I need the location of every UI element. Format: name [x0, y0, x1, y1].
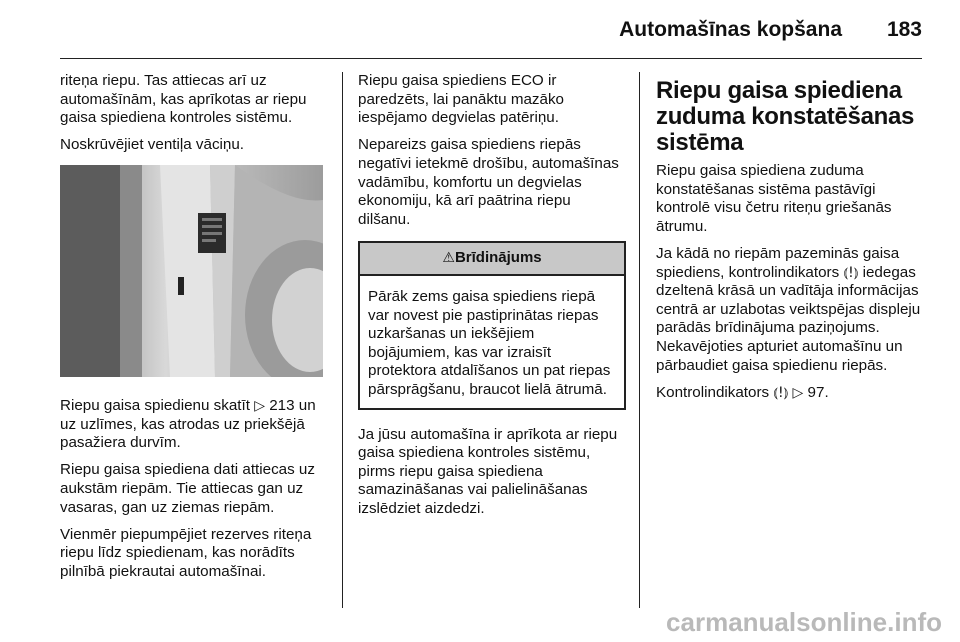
door-pillar-tire-label-photo — [60, 165, 323, 377]
tire-pressure-warning-icon: ⦅!⦆ — [773, 384, 789, 401]
paragraph: Nepareizs gaisa spiediens riepās negatīvi ietekmē drošību, automašīnas vadāmību, komfortu un degvielas ekonomiju, kā arī paātrina riepu dilšanu. — [358, 136, 619, 228]
page-ref-arrow-icon: ▷ — [792, 384, 804, 401]
watermark-text: carmanualsonline.info — [666, 607, 942, 637]
tire-pressure-warning-icon: ⦅!⦆ — [843, 264, 859, 281]
paragraph-with-icon: Ja kādā no riepām pazeminās gaisa spiediens, kontrolindikators ⦅!⦆ iedegas dzeltenā krāsā un vadītāja informācijas centrā ar uzlabotas veiktspējas displeju parādās brīdinājuma paziņojums. Nekavējoties apturiet automašīnu un pārbaudiet gaisa spiedienu riepās. — [656, 244, 921, 374]
column-right — [656, 72, 928, 411]
column-divider-1 — [342, 72, 343, 608]
paragraph-with-ref: Kontrolindikators ⦅!⦆ ▷ 97. — [656, 383, 829, 401]
header-rule — [60, 58, 922, 59]
photo-illustration — [60, 165, 323, 377]
paragraph: Noskrūvējiet ventiļa vāciņu. — [60, 136, 245, 154]
warning-text: Pārāk zems gaisa spiediens riepā var novest pie pastiprinātas riepas uzkaršanas un iekšējiem bojājumiem, kas var izraisīt protektora atdalīšanos un pat riepas pārsprāgšanu, braucot lielā ātrumā. — [368, 287, 611, 398]
page-header — [0, 18, 960, 48]
warning-box — [358, 241, 626, 409]
page-reference: 213 — [269, 396, 295, 414]
paragraph: Ja jūsu automašīna ir aprīkota ar riepu gaisa spiediena kontroles sistēmu, pirms riepu gaisa spiediena samazināšanas vai palielināšanas izslēdziet aizdedzi. — [358, 425, 618, 517]
paragraph: Riepu gaisa spiediena dati attiecas uz aukstām riepām. Tie attiecas gan uz vasaras, gan uz ziemas riepām. — [60, 461, 315, 516]
page-ref-arrow-icon: ▷ — [254, 397, 265, 414]
paragraph: riteņa riepu. Tas attiecas arī uz automašīnām, kas aprīkotas ar riepu gaisa spiediena kontroles sistēmu. — [60, 72, 307, 127]
page-number: 183 — [886, 18, 922, 41]
warning-title: Brīdinājums — [454, 249, 542, 267]
warning-header — [360, 243, 624, 276]
section-heading: Riepu gaisa spiediena zuduma konstatēšanas sistēma — [656, 77, 915, 156]
section-title: Automašīnas kopšana — [619, 18, 842, 41]
paragraph: Vienmēr piepumpējiet rezerves riteņa riepu līdz spiedienam, kas norādīts pilnībā piekrautai automašīnai. — [60, 525, 312, 580]
column-middle — [358, 72, 626, 527]
page-reference: 97. — [807, 383, 829, 401]
column-left — [60, 72, 330, 590]
warning-triangle-icon: ⚠ — [442, 250, 455, 267]
column-divider-2 — [639, 72, 640, 608]
paragraph: Riepu gaisa spiediens ECO ir paredzēts, lai panāktu mazāko iespējamo degvielas patēriņu. — [358, 72, 564, 127]
paragraph: Riepu gaisa spiediena zuduma konstatēšanas sistēma pastāvīgi kontrolē visu četru riteņu griešanās ātrumu. — [656, 162, 892, 235]
paragraph-with-ref: Riepu gaisa spiedienu skatīt ▷ 213 un uz uzlīmes, kas atrodas uz priekšējā pasažiera durvīm. — [60, 396, 316, 452]
